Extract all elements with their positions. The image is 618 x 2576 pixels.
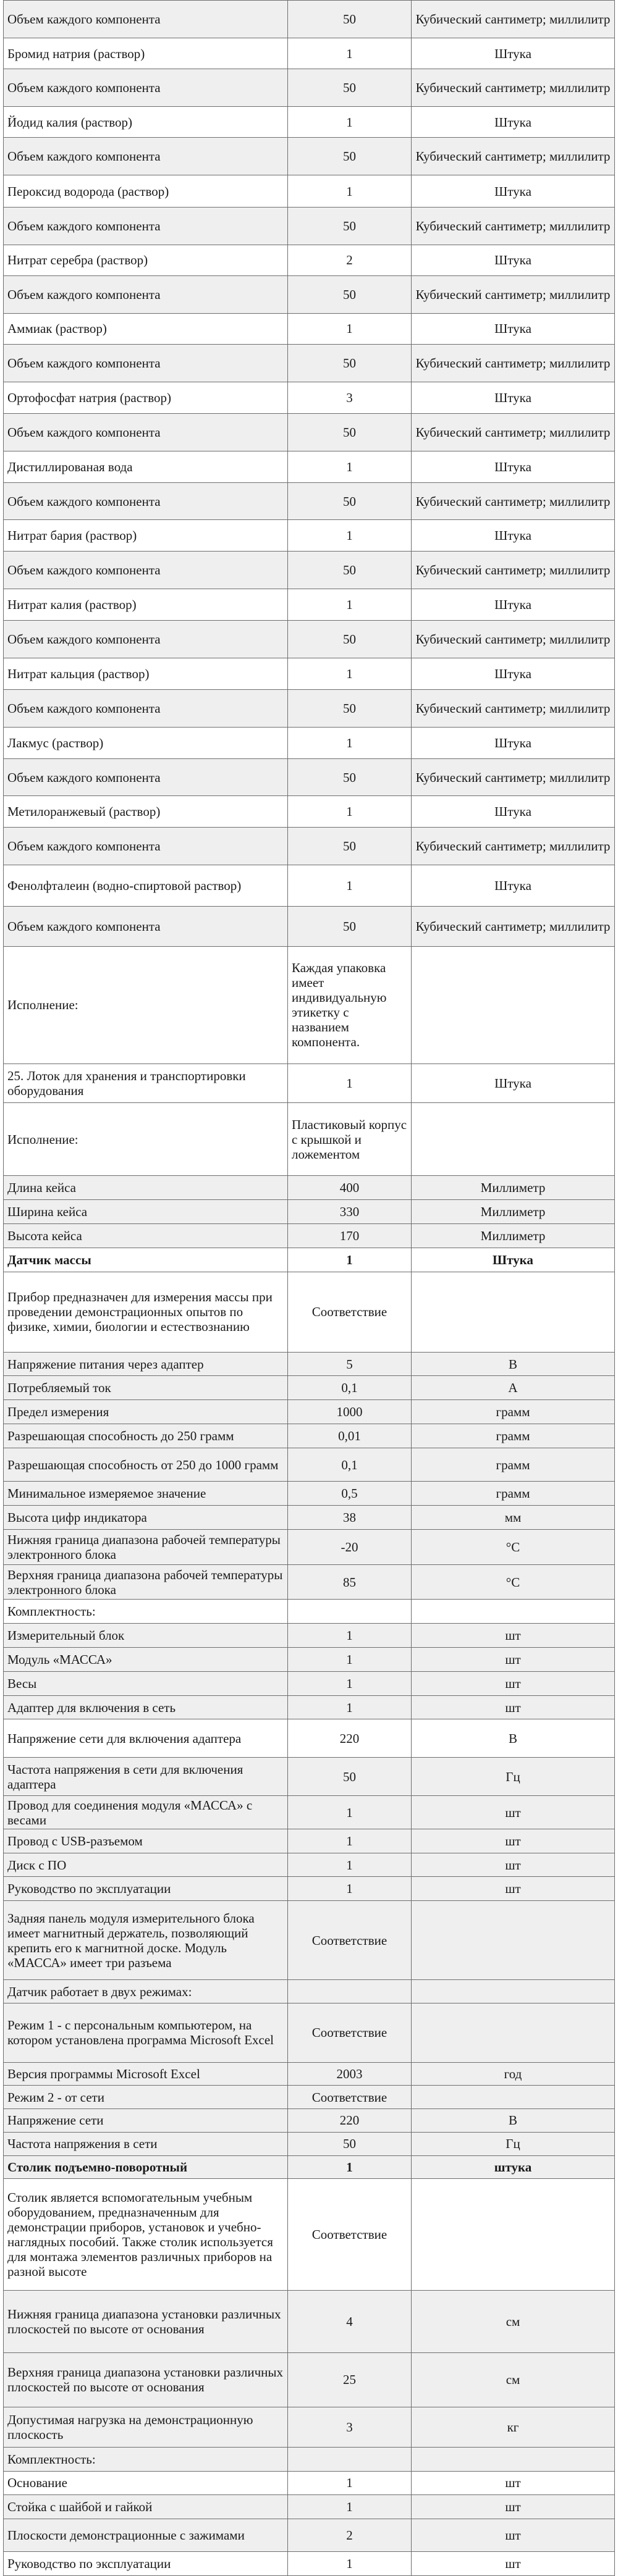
table-row xyxy=(4,827,615,865)
row-value-cell: 1 xyxy=(288,1877,412,1901)
row-unit-cell: Кубический сантиметр; миллилитр xyxy=(412,275,615,313)
row-label-cell: Фенолфталеин (водно-спиртовой раствор) xyxy=(4,865,288,906)
row-unit-cell: Кубический сантиметр; миллилитр xyxy=(412,690,615,728)
row-value-cell: 50 xyxy=(288,690,412,728)
row-value-cell: 50 xyxy=(288,827,412,865)
row-label-cell: Йодид калия (раствор) xyxy=(4,107,288,138)
row-unit-cell: Миллиметр xyxy=(412,1223,615,1248)
row-unit-cell: Кубический сантиметр; миллилитр xyxy=(412,906,615,946)
row-label-cell: Напряжение питания через адаптер xyxy=(4,1352,288,1376)
table-row xyxy=(4,2086,615,2109)
table-row xyxy=(4,1980,615,2003)
specification-table-body xyxy=(4,1,615,2576)
row-value-cell: 0,01 xyxy=(288,1424,412,1448)
row-unit-cell: Штука xyxy=(412,796,615,827)
row-unit-cell: штука xyxy=(412,2155,615,2179)
table-row xyxy=(4,2003,615,2062)
table-row xyxy=(4,175,615,207)
row-label-cell: Нитрат кальция (раствор) xyxy=(4,658,288,689)
table-row xyxy=(4,38,615,69)
table-row xyxy=(4,345,615,382)
row-unit-cell: шт xyxy=(412,2471,615,2495)
row-value-cell: 50 xyxy=(288,621,412,658)
row-value-cell: 2003 xyxy=(288,2062,412,2086)
row-label-cell: Плоскости демонстрационные с зажимами xyxy=(4,2519,288,2551)
row-label-cell: Объем каждого компонента xyxy=(4,690,288,728)
row-unit-cell: А xyxy=(412,1376,615,1400)
row-unit-cell xyxy=(412,1102,615,1176)
table-row xyxy=(4,1506,615,1530)
table-row xyxy=(4,451,615,482)
table-row xyxy=(4,621,615,658)
row-unit-cell: Миллиметр xyxy=(412,1200,615,1224)
row-value-cell: 0,1 xyxy=(288,1376,412,1400)
row-unit-cell: Штука xyxy=(412,451,615,482)
row-value-cell: 50 xyxy=(288,551,412,589)
row-unit-cell: Кубический сантиметр; миллилитр xyxy=(412,551,615,589)
row-unit-cell: Штука xyxy=(412,313,615,344)
table-row xyxy=(4,107,615,138)
row-label-cell: Объем каждого компонента xyxy=(4,1,288,38)
row-unit-cell: см xyxy=(412,2290,615,2352)
row-value-cell: 1 xyxy=(288,589,412,620)
row-unit-cell: Кубический сантиметр; миллилитр xyxy=(412,482,615,520)
table-row xyxy=(4,1901,615,1980)
row-unit-cell: шт xyxy=(412,1624,615,1648)
row-unit-cell: Кубический сантиметр; миллилитр xyxy=(412,69,615,107)
row-value-cell: 0,1 xyxy=(288,1448,412,1482)
row-unit-cell: °С xyxy=(412,1564,615,1600)
row-label-cell: Объем каждого компонента xyxy=(4,414,288,451)
row-unit-cell: Кубический сантиметр; миллилитр xyxy=(412,207,615,245)
table-row xyxy=(4,2447,615,2471)
row-label-cell: Задняя панель модуля измерительного блока имеет магнитный держатель, позволяющий крепить его к магнитной доске. Модуль «МАССА» имеет три разъема xyxy=(4,1901,288,1980)
row-value-cell: 1 xyxy=(288,2471,412,2495)
row-label-cell: Верхняя граница диапазона установки различных плоскостей по высоте от основания xyxy=(4,2352,288,2407)
row-value-cell: 50 xyxy=(288,1,412,38)
specification-table xyxy=(3,0,615,2576)
table-row xyxy=(4,2519,615,2551)
row-label-cell: Дистиллированая вода xyxy=(4,451,288,482)
row-value-cell: 1 xyxy=(288,796,412,827)
row-value-cell: 4 xyxy=(288,2290,412,2352)
row-unit-cell: Гц xyxy=(412,2132,615,2155)
row-value-cell: 1 xyxy=(288,1695,412,1719)
table-row xyxy=(4,1564,615,1600)
table-row xyxy=(4,1102,615,1176)
table-row xyxy=(4,245,615,275)
table-row xyxy=(4,2407,615,2447)
row-label-cell: Комплектность: xyxy=(4,1600,288,1624)
row-value-cell: 1 xyxy=(288,313,412,344)
row-value-cell: 50 xyxy=(288,69,412,107)
row-unit-cell: шт xyxy=(412,2495,615,2519)
row-unit-cell: шт xyxy=(412,2519,615,2551)
row-label-cell: Длина кейса xyxy=(4,1176,288,1200)
row-unit-cell xyxy=(412,1600,615,1624)
row-unit-cell xyxy=(412,1980,615,2003)
row-label-cell: Напряжение сети для включения адаптера xyxy=(4,1719,288,1758)
row-label-cell: Адаптер для включения в сеть xyxy=(4,1695,288,1719)
row-label-cell: Объем каждого компонента xyxy=(4,758,288,796)
row-label-cell: Высота цифр индикатора xyxy=(4,1506,288,1530)
row-label-cell: Провод с USB-разъемом xyxy=(4,1829,288,1853)
row-label-cell: Допустимая нагрузка на демонстрационную плоскость xyxy=(4,2407,288,2447)
table-row xyxy=(4,482,615,520)
row-label-cell: Объем каждого компонента xyxy=(4,551,288,589)
row-value-cell: 50 xyxy=(288,758,412,796)
row-value-cell: 1000 xyxy=(288,1400,412,1424)
row-label-cell: Объем каждого компонента xyxy=(4,69,288,107)
table-row xyxy=(4,1,615,38)
row-unit-cell: Штука xyxy=(412,520,615,551)
row-unit-cell: Кубический сантиметр; миллилитр xyxy=(412,621,615,658)
row-label-cell: Ширина кейса xyxy=(4,1200,288,1224)
row-value-cell xyxy=(288,2447,412,2471)
row-value-cell: 1 xyxy=(288,1671,412,1695)
row-unit-cell: грамм xyxy=(412,1482,615,1506)
row-label-cell: Руководство по эксплуатации xyxy=(4,1877,288,1901)
row-unit-cell: шт xyxy=(412,1877,615,1901)
row-label-cell: Нитрат калия (раствор) xyxy=(4,589,288,620)
table-row xyxy=(4,275,615,313)
row-label-cell: Напряжение сети xyxy=(4,2109,288,2133)
row-value-cell: 50 xyxy=(288,275,412,313)
row-label-cell: Столик подъемно-поворотный xyxy=(4,2155,288,2179)
row-value-cell: 50 xyxy=(288,1758,412,1796)
row-label-cell: Объем каждого компонента xyxy=(4,906,288,946)
table-row xyxy=(4,589,615,620)
row-value-cell: 85 xyxy=(288,1564,412,1600)
row-label-cell: Аммиак (раствор) xyxy=(4,313,288,344)
row-label-cell: Потребляемый ток xyxy=(4,1376,288,1400)
row-unit-cell: шт xyxy=(412,2551,615,2575)
row-value-cell: 1 xyxy=(288,1648,412,1672)
table-row xyxy=(4,1400,615,1424)
table-row xyxy=(4,2179,615,2290)
table-row xyxy=(4,1223,615,1248)
row-label-cell: Провод для соединения модуля «МАССА» с весами xyxy=(4,1796,288,1829)
row-value-cell: 1 xyxy=(288,1064,412,1102)
row-label-cell: Высота кейса xyxy=(4,1223,288,1248)
row-label-cell: Комплектность: xyxy=(4,2447,288,2471)
table-row xyxy=(4,1758,615,1796)
row-label-cell: Стойка с шайбой и гайкой xyxy=(4,2495,288,2519)
row-label-cell: 25. Лоток для хранения и транспортировки оборудования xyxy=(4,1064,288,1102)
table-row xyxy=(4,1248,615,1272)
row-unit-cell: шт xyxy=(412,1829,615,1853)
row-value-cell: 220 xyxy=(288,1719,412,1758)
row-unit-cell: Штука xyxy=(412,728,615,758)
row-value-cell: 1 xyxy=(288,1796,412,1829)
row-unit-cell: грамм xyxy=(412,1448,615,1482)
row-unit-cell: мм xyxy=(412,1506,615,1530)
table-row xyxy=(4,728,615,758)
row-value-cell: 1 xyxy=(288,1829,412,1853)
row-value-cell: 50 xyxy=(288,138,412,175)
table-row xyxy=(4,658,615,689)
table-row xyxy=(4,2290,615,2352)
row-value-cell: 2 xyxy=(288,2519,412,2551)
row-label-cell: Объем каждого компонента xyxy=(4,138,288,175)
table-row xyxy=(4,1424,615,1448)
row-label-cell: Весы xyxy=(4,1671,288,1695)
row-unit-cell: В xyxy=(412,1352,615,1376)
row-unit-cell: Штука xyxy=(412,658,615,689)
row-value-cell: 1 xyxy=(288,520,412,551)
row-unit-cell: Штука xyxy=(412,175,615,207)
row-unit-cell: Штука xyxy=(412,865,615,906)
table-row xyxy=(4,2352,615,2407)
table-row xyxy=(4,690,615,728)
row-value-cell: 220 xyxy=(288,2109,412,2133)
table-row xyxy=(4,1624,615,1648)
table-row xyxy=(4,1695,615,1719)
row-value-cell: 1 xyxy=(288,2155,412,2179)
row-unit-cell: шт xyxy=(412,1853,615,1877)
table-row xyxy=(4,1448,615,1482)
row-label-cell: Столик является вспомогательным учебным оборудованием, предназначенным для демонстрации приборов, установок и учебно-наглядных пособий. Также столик используется для монтажа элементов различных приборов на разной высоте xyxy=(4,2179,288,2290)
row-value-cell: 1 xyxy=(288,175,412,207)
row-unit-cell: Штука xyxy=(412,38,615,69)
row-label-cell: Руководство по эксплуатации xyxy=(4,2551,288,2575)
row-value-cell: Соответствие xyxy=(288,1272,412,1352)
row-label-cell: Измерительный блок xyxy=(4,1624,288,1648)
row-unit-cell: год xyxy=(412,2062,615,2086)
row-value-cell: 50 xyxy=(288,906,412,946)
row-value-cell: 3 xyxy=(288,382,412,414)
row-value-cell: 38 xyxy=(288,1506,412,1530)
row-unit-cell: Кубический сантиметр; миллилитр xyxy=(412,138,615,175)
row-label-cell: Прибор предназначен для измерения массы при проведении демонстрационных опытов по физике, химии, биологии и естествознанию xyxy=(4,1272,288,1352)
row-value-cell: 400 xyxy=(288,1176,412,1200)
row-unit-cell: Штука xyxy=(412,382,615,414)
row-unit-cell xyxy=(412,1901,615,1980)
row-value-cell: Соответствие xyxy=(288,1901,412,1980)
row-value-cell: 50 xyxy=(288,207,412,245)
row-label-cell: Объем каждого компонента xyxy=(4,482,288,520)
table-row xyxy=(4,1352,615,1376)
row-label-cell: Нижняя граница диапазона рабочей температуры электронного блока xyxy=(4,1530,288,1565)
table-row xyxy=(4,1671,615,1695)
table-row xyxy=(4,2495,615,2519)
table-row xyxy=(4,1796,615,1829)
row-label-cell: Объем каждого компонента xyxy=(4,621,288,658)
table-row xyxy=(4,1376,615,1400)
row-value-cell: 1 xyxy=(288,1853,412,1877)
row-value-cell: 2 xyxy=(288,245,412,275)
row-value-cell: 1 xyxy=(288,728,412,758)
table-row xyxy=(4,906,615,946)
row-label-cell: Режим 2 - от сети xyxy=(4,2086,288,2109)
row-unit-cell xyxy=(412,2447,615,2471)
table-row xyxy=(4,1719,615,1758)
row-label-cell: Разрешающая способность до 250 грамм xyxy=(4,1424,288,1448)
table-row xyxy=(4,138,615,175)
row-value-cell: 1 xyxy=(288,107,412,138)
row-unit-cell: шт xyxy=(412,1671,615,1695)
row-unit-cell: шт xyxy=(412,1695,615,1719)
row-value-cell: 5 xyxy=(288,1352,412,1376)
row-label-cell: Частота напряжения в сети xyxy=(4,2132,288,2155)
row-value-cell: 1 xyxy=(288,1248,412,1272)
table-row xyxy=(4,2551,615,2575)
row-label-cell: Объем каждого компонента xyxy=(4,345,288,382)
row-label-cell: Диск с ПО xyxy=(4,1853,288,1877)
table-row xyxy=(4,382,615,414)
row-unit-cell: кг xyxy=(412,2407,615,2447)
row-label-cell: Минимальное измеряемое значение xyxy=(4,1482,288,1506)
row-value-cell: 1 xyxy=(288,451,412,482)
table-row xyxy=(4,2155,615,2179)
row-value-cell: 50 xyxy=(288,414,412,451)
row-value-cell: 50 xyxy=(288,482,412,520)
row-unit-cell: Кубический сантиметр; миллилитр xyxy=(412,758,615,796)
row-unit-cell: Миллиметр xyxy=(412,1176,615,1200)
row-label-cell: Основание xyxy=(4,2471,288,2495)
row-unit-cell: В xyxy=(412,1719,615,1758)
row-value-cell: -20 xyxy=(288,1530,412,1565)
table-row xyxy=(4,1648,615,1672)
row-unit-cell: Штука xyxy=(412,1064,615,1102)
row-value-cell: 170 xyxy=(288,1223,412,1248)
table-row xyxy=(4,2062,615,2086)
row-value-cell: 25 xyxy=(288,2352,412,2407)
row-label-cell: Исполнение: xyxy=(4,1102,288,1176)
row-label-cell: Объем каждого компонента xyxy=(4,827,288,865)
table-row xyxy=(4,1272,615,1352)
row-unit-cell: Кубический сантиметр; миллилитр xyxy=(412,345,615,382)
row-label-cell: Модуль «МАССА» xyxy=(4,1648,288,1672)
row-unit-cell: В xyxy=(412,2109,615,2133)
row-value-cell: 1 xyxy=(288,865,412,906)
row-unit-cell: Кубический сантиметр; миллилитр xyxy=(412,414,615,451)
row-value-cell: 1 xyxy=(288,658,412,689)
table-row xyxy=(4,1200,615,1224)
row-value-cell: Соответствие xyxy=(288,2179,412,2290)
row-value-cell: Пластиковый корпус с крышкой и ложементом xyxy=(288,1102,412,1176)
row-unit-cell: °С xyxy=(412,1530,615,1565)
row-value-cell: 330 xyxy=(288,1200,412,1224)
table-row xyxy=(4,865,615,906)
table-row xyxy=(4,313,615,344)
row-label-cell: Ортофосфат натрия (раствор) xyxy=(4,382,288,414)
table-row xyxy=(4,1853,615,1877)
table-row xyxy=(4,1176,615,1200)
row-label-cell: Частота напряжения в сети для включения адаптера xyxy=(4,1758,288,1796)
row-unit-cell: Штука xyxy=(412,1248,615,1272)
row-unit-cell: Штука xyxy=(412,589,615,620)
row-unit-cell: шт xyxy=(412,1648,615,1672)
row-label-cell: Исполнение: xyxy=(4,946,288,1064)
row-value-cell: 3 xyxy=(288,2407,412,2447)
table-row xyxy=(4,946,615,1064)
row-unit-cell: Штука xyxy=(412,107,615,138)
row-value-cell: 0,5 xyxy=(288,1482,412,1506)
row-label-cell: Нижняя граница диапазона установки различных плоскостей по высоте от основания xyxy=(4,2290,288,2352)
table-row xyxy=(4,207,615,245)
row-label-cell: Бромид натрия (раствор) xyxy=(4,38,288,69)
table-row xyxy=(4,1600,615,1624)
row-unit-cell: Кубический сантиметр; миллилитр xyxy=(412,827,615,865)
table-row xyxy=(4,69,615,107)
table-row xyxy=(4,520,615,551)
row-unit-cell xyxy=(412,2179,615,2290)
row-value-cell: Соответствие xyxy=(288,2086,412,2109)
row-value-cell xyxy=(288,1600,412,1624)
row-unit-cell xyxy=(412,2003,615,2062)
row-unit-cell xyxy=(412,1272,615,1352)
row-label-cell: Метилоранжевый (раствор) xyxy=(4,796,288,827)
row-value-cell: Соответствие xyxy=(288,2003,412,2062)
row-value-cell: 1 xyxy=(288,1624,412,1648)
row-unit-cell: грамм xyxy=(412,1400,615,1424)
table-row xyxy=(4,1877,615,1901)
row-unit-cell: шт xyxy=(412,1796,615,1829)
row-label-cell: Предел измерения xyxy=(4,1400,288,1424)
row-label-cell: Датчик массы xyxy=(4,1248,288,1272)
row-label-cell: Версия программы Microsoft Excel xyxy=(4,2062,288,2086)
row-unit-cell: см xyxy=(412,2352,615,2407)
row-label-cell: Лакмус (раствор) xyxy=(4,728,288,758)
row-unit-cell: Гц xyxy=(412,1758,615,1796)
row-value-cell xyxy=(288,1980,412,2003)
row-unit-cell: грамм xyxy=(412,1424,615,1448)
row-label-cell: Разрешающая способность от 250 до 1000 грамм xyxy=(4,1448,288,1482)
table-row xyxy=(4,2109,615,2133)
table-row xyxy=(4,2132,615,2155)
table-row xyxy=(4,2471,615,2495)
row-label-cell: Объем каждого компонента xyxy=(4,275,288,313)
row-unit-cell xyxy=(412,946,615,1064)
row-value-cell: 1 xyxy=(288,38,412,69)
row-value-cell: 1 xyxy=(288,2495,412,2519)
table-row xyxy=(4,796,615,827)
row-label-cell: Пероксид водорода (раствор) xyxy=(4,175,288,207)
row-value-cell: Каждая упаковка имеет индивидуальную этикетку с названием компонента. xyxy=(288,946,412,1064)
row-unit-cell: Кубический сантиметр; миллилитр xyxy=(412,1,615,38)
table-row xyxy=(4,1829,615,1853)
row-value-cell: 50 xyxy=(288,2132,412,2155)
table-row xyxy=(4,1482,615,1506)
row-label-cell: Датчик работает в двух режимах: xyxy=(4,1980,288,2003)
table-row xyxy=(4,758,615,796)
row-label-cell: Нитрат бария (раствор) xyxy=(4,520,288,551)
row-label-cell: Объем каждого компонента xyxy=(4,207,288,245)
table-row xyxy=(4,551,615,589)
row-label-cell: Верхняя граница диапазона рабочей температуры электронного блока xyxy=(4,1564,288,1600)
row-label-cell: Режим 1 - с персональным компьютером, на котором установлена программа Microsoft Excel xyxy=(4,2003,288,2062)
row-unit-cell xyxy=(412,2086,615,2109)
row-label-cell: Нитрат серебра (раствор) xyxy=(4,245,288,275)
row-unit-cell: Штука xyxy=(412,245,615,275)
row-value-cell: 1 xyxy=(288,2551,412,2575)
table-row xyxy=(4,1064,615,1102)
table-row xyxy=(4,1530,615,1565)
table-row xyxy=(4,414,615,451)
row-value-cell: 50 xyxy=(288,345,412,382)
